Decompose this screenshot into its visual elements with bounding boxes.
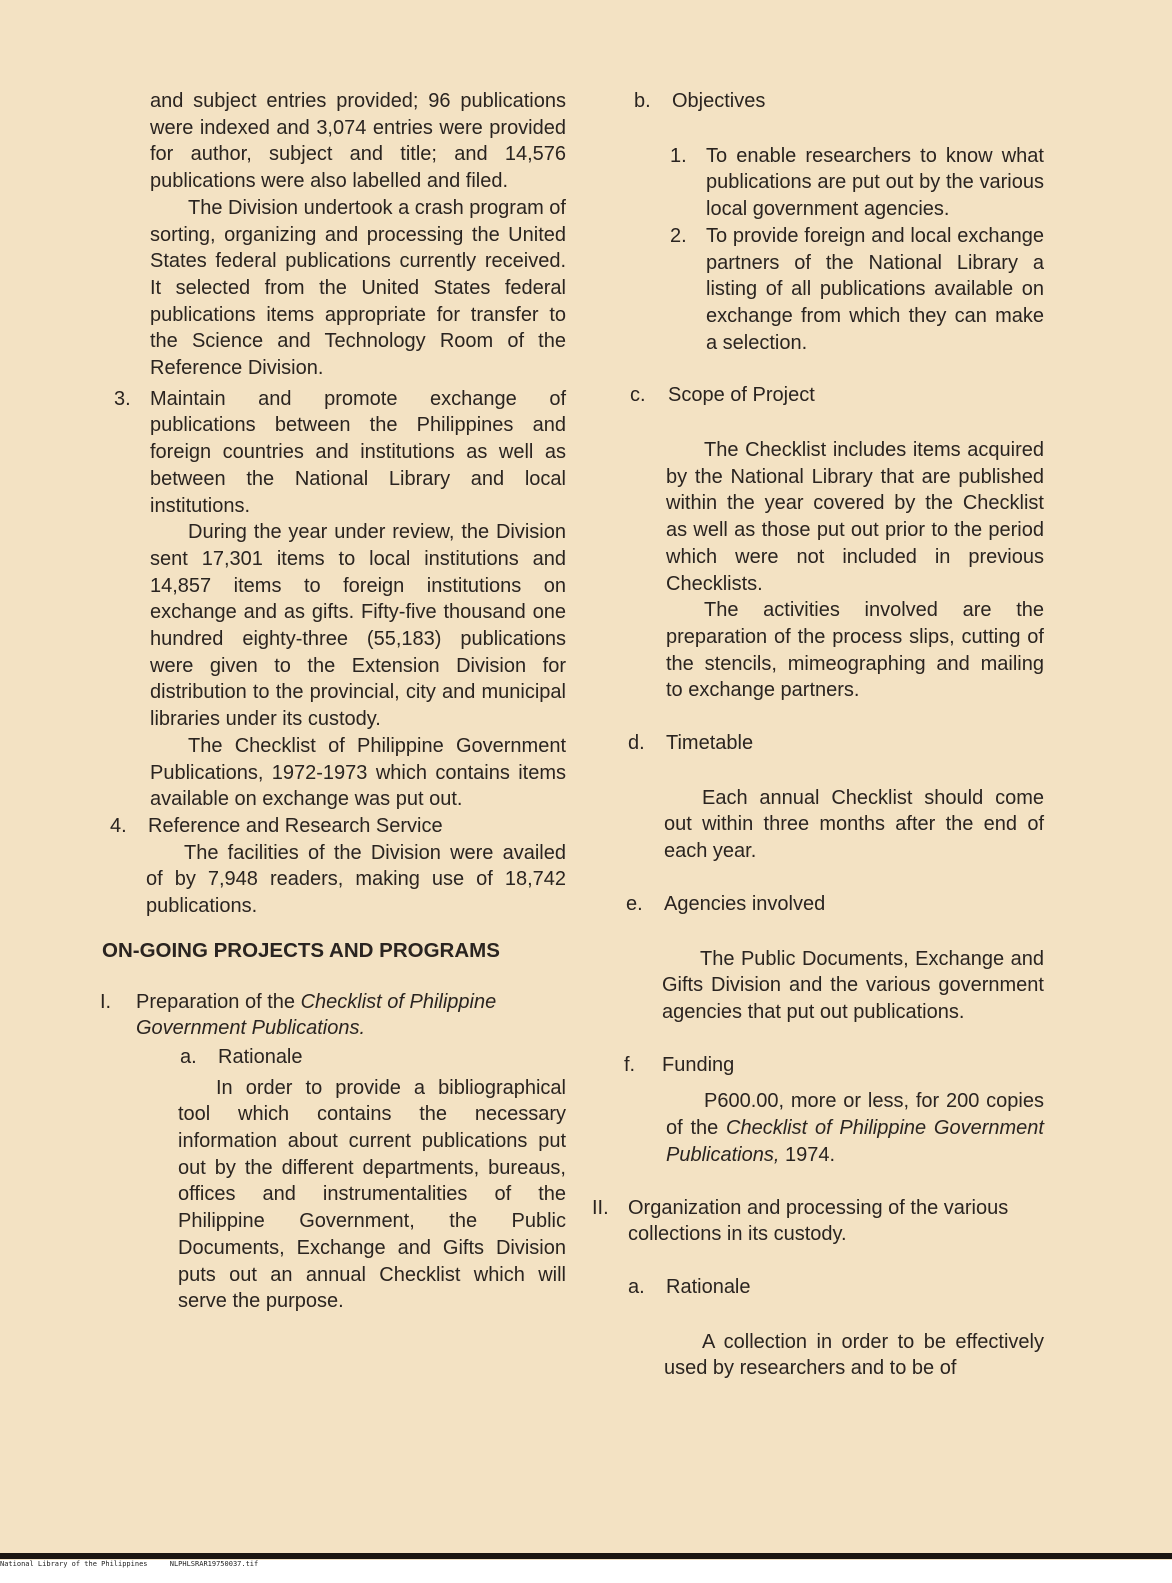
crash-program-paragraph: The Division undertook a crash program of sorting, organizing and processing the United States federal publications currently received. It selected from the United States federal publications items appropriate for transfer to the Science and Technology Room of the Reference Division. <box>150 196 566 380</box>
checklist-paragraph: The Checklist of Philippine Government Publications, 1972-1973 which contains items available on exchange was put out. <box>150 734 566 811</box>
sub-item-c <box>630 382 1044 409</box>
continued-paragraph: and subject entries provided; 96 publications were indexed and 3,074 entries were provided for author, subject and title; and 14,576 publications were also labelled and filed. <box>150 90 566 193</box>
funding-title-italic: Checklist of Philippine Government Publications, <box>666 1117 1044 1166</box>
scan-footer <box>0 1560 1172 1583</box>
roman-text-plain: Preparation of the <box>136 990 301 1013</box>
scope-paragraph-1: The Checklist includes items acquired by the National Library that are published within the year covered by the Checklist as well as those put out prior to the period which were not included in previous Checklists. <box>666 439 1044 595</box>
funding-text: P600.00, more or less, for 200 copies of the <box>666 1090 1044 1140</box>
footer-bar <box>0 1553 1172 1559</box>
objective-number: 1. <box>670 144 687 167</box>
timetable-paragraph: Each annual Checklist should come out within three months after the end of each year. <box>664 786 1044 863</box>
list-item-3 <box>114 386 566 520</box>
sub-letter: a. <box>180 1045 197 1068</box>
sub-letter: b. <box>634 90 651 112</box>
list-number: 4. <box>110 814 127 837</box>
list-number: 3. <box>114 387 131 410</box>
roman-item-text: Organization and processing of the various collections in its custody. <box>628 1196 1009 1246</box>
roman-number: I. <box>100 990 112 1013</box>
sub-item-a <box>180 1044 566 1071</box>
roman-item-text <box>136 989 566 1042</box>
sub-letter: c. <box>630 384 646 407</box>
sub-letter: e. <box>626 892 643 915</box>
collection-paragraph: A collection in order to be effectively used by researchers and to be of <box>664 1330 1044 1380</box>
footer-filename: NLPHLSRAR19750037.tif <box>169 1560 259 1568</box>
objective-number: 2. <box>670 224 687 247</box>
sub-label: Scope of Project <box>668 384 815 407</box>
sub-letter: f. <box>624 1053 636 1076</box>
sub-label: Objectives <box>672 90 766 112</box>
sub-letter: a. <box>628 1275 645 1298</box>
during-year-paragraph: During the year under review, the Division sent 17,301 items to local institutions and 14,857 items to foreign institutions on exchange and as gifts. Fifty-five thousand one hundred eighty-three (55,183) publications were given to the Extension Division for distribution to the provincial, city and municipal libraries under its custody. <box>150 521 566 731</box>
objective-1 <box>670 143 1044 223</box>
footer-source: National Library of the Philippines <box>0 1560 148 1568</box>
objective-text: To enable researchers to know what publications are put out by the various local government agencies. <box>706 144 1044 221</box>
right-column <box>592 88 1044 1382</box>
facilities-paragraph: The facilities of the Division were availed of by 7,948 readers, making use of 18,742 publications. <box>146 841 566 918</box>
objective-2 <box>670 223 1044 357</box>
agencies-paragraph: The Public Documents, Exchange and Gifts Division and the various government agencies that put out publications. <box>662 947 1044 1023</box>
section-heading: ON-GOING PROJECTS AND PROGRAMS <box>102 938 500 962</box>
sub-item-b <box>634 88 1044 115</box>
list-item-text: Maintain and promote exchange of publications between the Philippines and foreign countries and institutions as well as between the National Library and local institutions. <box>150 387 566 517</box>
sub-label: Agencies involved <box>664 892 826 915</box>
sub-item-a2 <box>628 1274 1044 1301</box>
funding-year: 1974. <box>779 1143 836 1166</box>
rationale-paragraph: In order to provide a bibliographical tool which contains the necessary information about current publications put out by the different departments, bureaus, offices and instrumentalities of the Philippine Government, the Public Documents, Exchange and Gifts Division puts out an annual Checklist which will serve the purpose. <box>178 1076 566 1313</box>
scope-paragraph-2: The activities involved are the preparation of the process slips, cutting of the stencils, mimeographing and mailing to exchange partners. <box>666 599 1044 702</box>
roman-item-2 <box>592 1195 1044 1248</box>
sub-label: Rationale <box>218 1045 303 1068</box>
sub-item-e <box>626 891 1044 918</box>
sub-letter: d. <box>628 732 645 755</box>
sub-label: Timetable <box>666 732 754 755</box>
left-column <box>100 88 566 1315</box>
funding-paragraph <box>666 1088 1044 1168</box>
sub-label: Funding <box>662 1053 735 1076</box>
sub-item-f <box>624 1052 1044 1079</box>
roman-item-1 <box>100 989 566 1042</box>
sub-label: Rationale <box>666 1275 751 1298</box>
list-item-4 <box>110 813 566 840</box>
objective-text: To provide foreign and local exchange partners of the National Library a listing of all publications available on exchange from which they can make a selection. <box>706 224 1044 354</box>
list-item-text: Reference and Research Service <box>148 814 443 837</box>
sub-item-d <box>628 730 1044 757</box>
roman-number: II. <box>592 1196 609 1219</box>
roman-text-italic: Checklist of Philippine Government Publications. <box>136 990 497 1040</box>
